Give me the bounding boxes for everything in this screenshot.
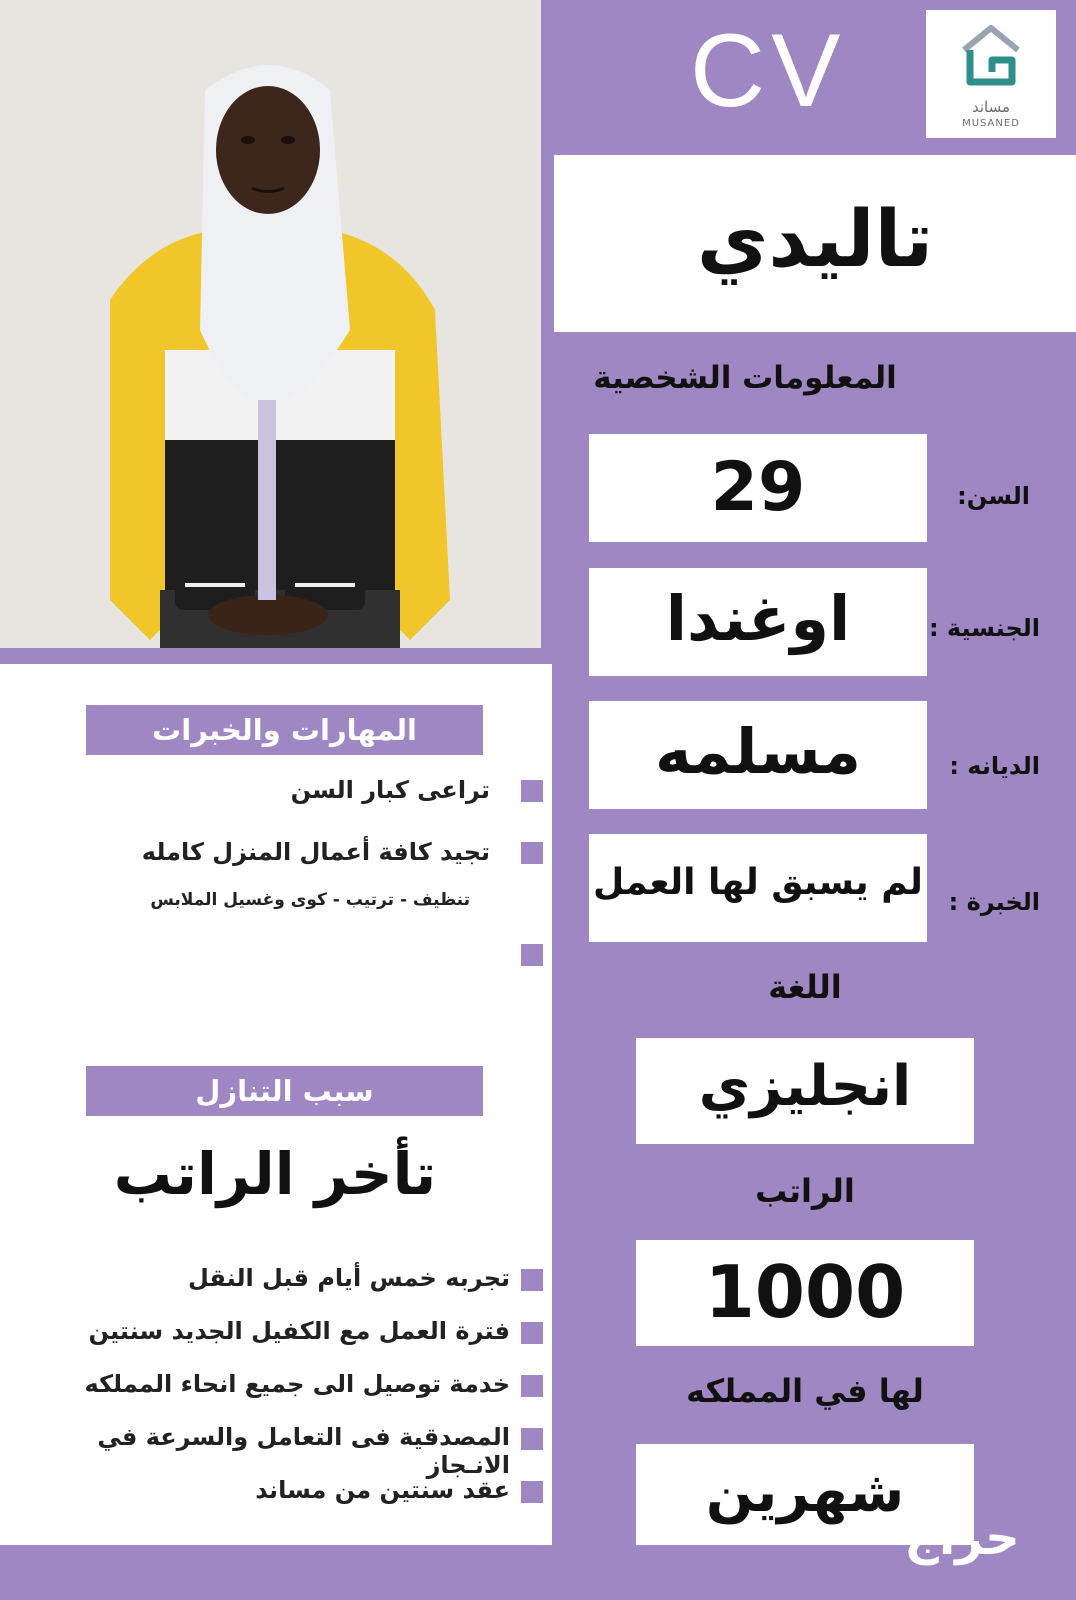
in-kingdom-value: شهرين (705, 1460, 905, 1525)
musaned-logo (926, 10, 1056, 138)
watermark: حراج (904, 1510, 1020, 1566)
age-label: السن: (957, 482, 1030, 510)
personal-info-heading: المعلومات الشخصية (593, 360, 897, 396)
age-value: 29 (710, 448, 806, 527)
benefit-item: عقد سنتين من مساند (255, 1476, 510, 1504)
skill-item: تراعى كبار السن (290, 776, 490, 804)
transfer-reason-heading: سبب التنازل (86, 1066, 483, 1116)
bullet-square-icon (521, 842, 543, 864)
experience-label: الخبرة : (948, 888, 1040, 916)
bullet-square-icon (521, 1322, 543, 1344)
benefit-item: فترة العمل مع الكفيل الجديد سنتين (88, 1317, 510, 1345)
bullet-square-icon (521, 944, 543, 966)
house-logo-icon (956, 20, 1026, 90)
skill-subtext: تنظيف - ترتيب - كوى وغسيل الملابس (150, 890, 470, 910)
bullet-square-icon (521, 1269, 543, 1291)
language-heading: اللغة (768, 968, 842, 1006)
religion-label: الديانه : (949, 752, 1040, 780)
religion-value: مسلمه (655, 715, 861, 788)
language-value: انجليزي (698, 1054, 912, 1119)
logo-arabic-text: مساند (971, 98, 1011, 116)
nationality-label: الجنسية : (928, 614, 1040, 642)
worker-photo (0, 0, 541, 648)
photo-border-right (541, 0, 552, 664)
benefit-item: المصدقية فى التعامل والسرعة في الانـجاز (97, 1423, 510, 1479)
worker-name: تاليدي (696, 195, 934, 285)
bullet-square-icon (521, 1428, 543, 1450)
person-illustration (0, 0, 541, 648)
logo-english-text: MUSANED (962, 118, 1020, 129)
skill-item: تجيد كافة أعمال المنزل كامله (141, 838, 490, 866)
benefit-item: خدمة توصيل الى جميع انحاء المملكه (84, 1370, 510, 1398)
experience-value: لم يسبق لها العمل (593, 862, 923, 903)
benefit-item: تجربه خمس أيام قبل النقل (187, 1264, 510, 1292)
in-kingdom-heading: لها في المملكه (686, 1372, 924, 1410)
salary-heading: الراتب (755, 1172, 855, 1210)
transfer-reason: تأخر الراتب (113, 1140, 437, 1208)
photo-border-bottom (0, 648, 552, 664)
bullet-square-icon (521, 1481, 543, 1503)
bullet-square-icon (521, 1375, 543, 1397)
skills-heading: المهارات والخبرات (86, 705, 483, 755)
cv-title: CV (690, 13, 847, 129)
salary-value: 1000 (704, 1250, 906, 1334)
bullet-square-icon (521, 780, 543, 802)
nationality-value: اوغندا (665, 582, 851, 655)
